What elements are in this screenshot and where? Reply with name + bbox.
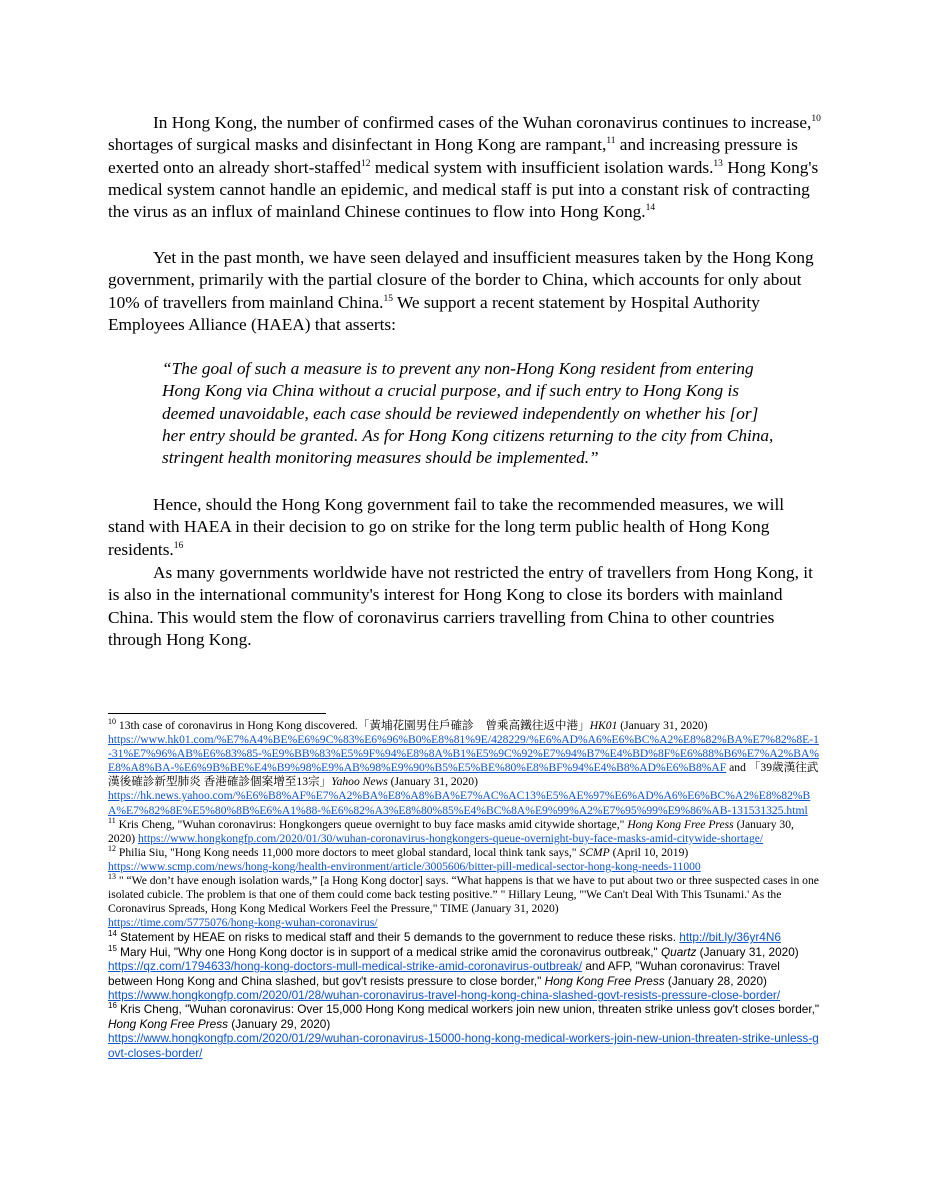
footnote-text: Kris Cheng, "Wuhan coronavirus: Over 15,000 Hong Kong medical workers join new union, threaten strike unless gov't closes border," (116, 1002, 820, 1017)
footnote-link[interactable]: https://www.hongkongfp.com/2020/01/29/wuhan-coronavirus-15000-hong-kong-medical-workers-join-new-union-threaten-strike-unless-govt-closes-border/ (108, 1031, 819, 1060)
footnote-link[interactable]: https://www.hongkongfp.com/2020/01/28/wuhan-coronavirus-travel-hong-kong-china-slashed-govt-resists-pressure-close-border/ (108, 988, 781, 1003)
footnote-number: 15 (108, 943, 117, 953)
p1-sentence-2: shortages of surgical masks and disinfectant in Hong Kong are rampant, (108, 135, 607, 155)
footnote-source: SCMP (579, 845, 610, 859)
p2-sentence-1: Yet in the past month, we have seen delayed and insufficient measures taken by the Hong Kong government, primarily with the partial closure of the border to China, which accounts for only about 10% of travellers from mainland China. (108, 248, 814, 312)
footnote-text: and AFP, "Wuhan coronavirus: Travel between Hong Kong and China slashed, but gov't resists pressure to close border," (108, 959, 780, 988)
footnote-date: (April 10, 2019) (609, 845, 689, 859)
footnote-ref-11[interactable]: 11 (606, 136, 616, 147)
footnote-link[interactable]: https://qz.com/1794633/hong-kong-doctors-mull-medical-strike-amid-coronavirus-outbreak/ (108, 959, 583, 974)
footnote-link[interactable]: https://time.com/5775076/hong-kong-wuhan-coronavirus/ (108, 916, 378, 930)
footnote-link[interactable]: http://bit.ly/36yr4N6 (679, 930, 781, 945)
footnote-date: (January 31, 2020) (696, 944, 799, 959)
footnote-date: (January 28, 2020) (664, 973, 767, 988)
footnote-link[interactable]: https://hk.news.yahoo.com/%E6%B8%AF%E7%A2%BA%E8%A8%BA%E7%AC%AC13%E5%AE%97%E6%AD%A6%E6%BC%A2%E8%82%BA%E7%82%8E%E5%80%8B%E6%A1%88-%E6%82%A3%E8%80%85%E4%BC%8A%E9%99%A2%E7%95%99%E9%86%AB-131531325.html (108, 789, 811, 817)
paragraph-1 (108, 112, 822, 223)
footnote-date: (January 29, 2020) (228, 1016, 331, 1031)
paragraph-3 (108, 494, 822, 561)
block-quote: “The goal of such a measure is to prevent any non-Hong Kong resident from entering Hong Kong via China without a crucial purpose, and if such entry to Hong Kong is deemed unavoidable, each case should be reviewed independently on whether his [or] her entry should be granted. As for Hong Kong citizens returning to the city from China, stringent health monitoring measures should be implemented.” (162, 359, 774, 468)
footnote-ref-15[interactable]: 15 (383, 293, 393, 304)
p3-sentence-1: Hence, should the Hong Kong government fail to take the recommended measures, we will stand with HAEA in their decision to go on strike for the long term public health of Hong Kong residents. (108, 495, 785, 559)
footnote-text: 「39歲漢往武漢後確診新型肺炎 香港確診個案增至13宗」 (108, 761, 819, 789)
footnote-15 (108, 945, 822, 1003)
footnote-12 (108, 843, 822, 874)
footnote-text: Philia Siu, "Hong Kong needs 11,000 more doctors to meet global standard, local think tank says," (116, 845, 580, 859)
footnote-14 (108, 930, 822, 944)
footnote-text: and (726, 761, 749, 775)
footnote-ref-12[interactable]: 12 (361, 158, 371, 169)
footnote-ref-10[interactable]: 10 (811, 114, 821, 125)
p1-sentence-1: In Hong Kong, the number of confirmed cases of the Wuhan coronavirus continues to increase, (153, 113, 812, 132)
p1-sentence-3: and increasing pressure is exerted onto an already short-staffed (108, 135, 798, 177)
footnote-16 (108, 1002, 822, 1060)
footnote-divider (108, 713, 326, 714)
p1-sentence-4: medical system with insufficient isolation wards. (370, 157, 714, 177)
paragraph-2 (108, 247, 822, 336)
footnote-13 (108, 874, 822, 930)
footnote-ref-14[interactable]: 14 (645, 203, 656, 214)
footnote-source: Hong Kong Free Press (108, 1016, 228, 1031)
footnote-text: Mary Hui, "Why one Hong Kong doctor is in support of a medical strike amid the coronavirus outbreak," (116, 944, 661, 959)
footnote-number: 14 (108, 929, 117, 939)
footnote-ref-16[interactable]: 16 (173, 540, 184, 551)
footnote-text: 13th case of coronavirus in Hong Kong discovered.「黃埔花園男住戶確診 曾乘高鐵往返中港」 (116, 719, 590, 732)
footnote-source: HK01 (589, 719, 618, 732)
footnote-link[interactable]: https://www.hongkongfp.com/2020/01/30/wuhan-coronavirus-hongkongers-queue-overnight-buy-face-masks-amid-citywide-shortage/ (137, 831, 764, 845)
footnote-text: " “We don’t have enough isolation wards,” [a Hong Kong doctor] says. “What happens is that we have to put about two or three suspected cases in one isolated cubicle. The problem is that one of them could come back testing positive.” " Hillary Leung, "'We Can't Deal With This Tsunami.' As the Coronavirus Spreads, Hong Kong Medical Workers Feel the Pressure," TIME (January 31, 2020) (108, 874, 819, 916)
footnote-link[interactable]: https://www.scmp.com/news/hong-kong/health-environment/article/3005606/bitter-pill-medical-sector-hong-kong-needs-11000 (108, 859, 701, 873)
footnote-number: 12 (108, 843, 116, 853)
footnote-10 (108, 719, 822, 818)
footnote-number: 11 (108, 815, 116, 825)
footnote-date: (January 31, 2020) (617, 719, 708, 732)
footnote-number: 10 (108, 717, 116, 727)
paragraph-4: As many governments worldwide have not restricted the entry of travellers from Hong Kong, it is also in the international community's interest for Hong Kong to close its borders with mainland China. This would stem the flow of coronavirus carriers travelling from China to other countries through Hong Kong. (108, 563, 813, 649)
p2-sentence-2: We support a recent statement by Hospital Authority Employees Alliance (HAEA) that asserts: (108, 292, 760, 334)
p1-sentence-5: Hong Kong's medical system cannot handle an epidemic, and medical staff is put into a constant risk of contracting the virus as an influx of mainland Chinese continues to flow into Hong Kong. (108, 157, 819, 222)
footnote-source: Yahoo News (331, 775, 388, 789)
footnotes-section (108, 719, 822, 1060)
footnote-number: 16 (108, 1001, 117, 1011)
footnote-text: Statement by HEAE on risks to medical staff and their 5 demands to the government to reduce these risks. (116, 930, 680, 945)
footnote-link[interactable]: https://www.hk01.com/%E7%A4%BE%E6%9C%83%E6%96%B0%E8%81%9E/428229/%E6%AD%A6%E6%BC%A2%E8%82%BA%E7%82%8E-1-31%E7%96%AB%E6%83%85-%E9%BB%83%E5%9F%94%E8%8A%B1%E5%9C%92%E7%94%B7%E4%BD%8F%E6%88%B6%E7%A2%BA%E8%A8%BA-%E6%9B%BE%E4%B9%98%E9%AB%98%E9%90%B5%E5%BE%80%E8%BF%94%E4%B8%AD%E6%B8%AF (108, 733, 819, 775)
footnote-11 (108, 815, 822, 846)
footnote-date: (January 30, 2020) (108, 817, 794, 845)
footnote-number: 13 (108, 872, 116, 882)
footnote-text: Kris Cheng, "Wuhan coronavirus: Hongkongers queue overnight to buy face masks amid citywide shortage," (115, 817, 628, 831)
footnote-source: Hong Kong Free Press (627, 817, 734, 831)
footnote-date: (January 31, 2020) (387, 775, 478, 789)
footnote-source: Hong Kong Free Press (544, 973, 665, 988)
footnote-source: Quartz (660, 944, 697, 959)
footnote-ref-13[interactable]: 13 (713, 158, 723, 169)
